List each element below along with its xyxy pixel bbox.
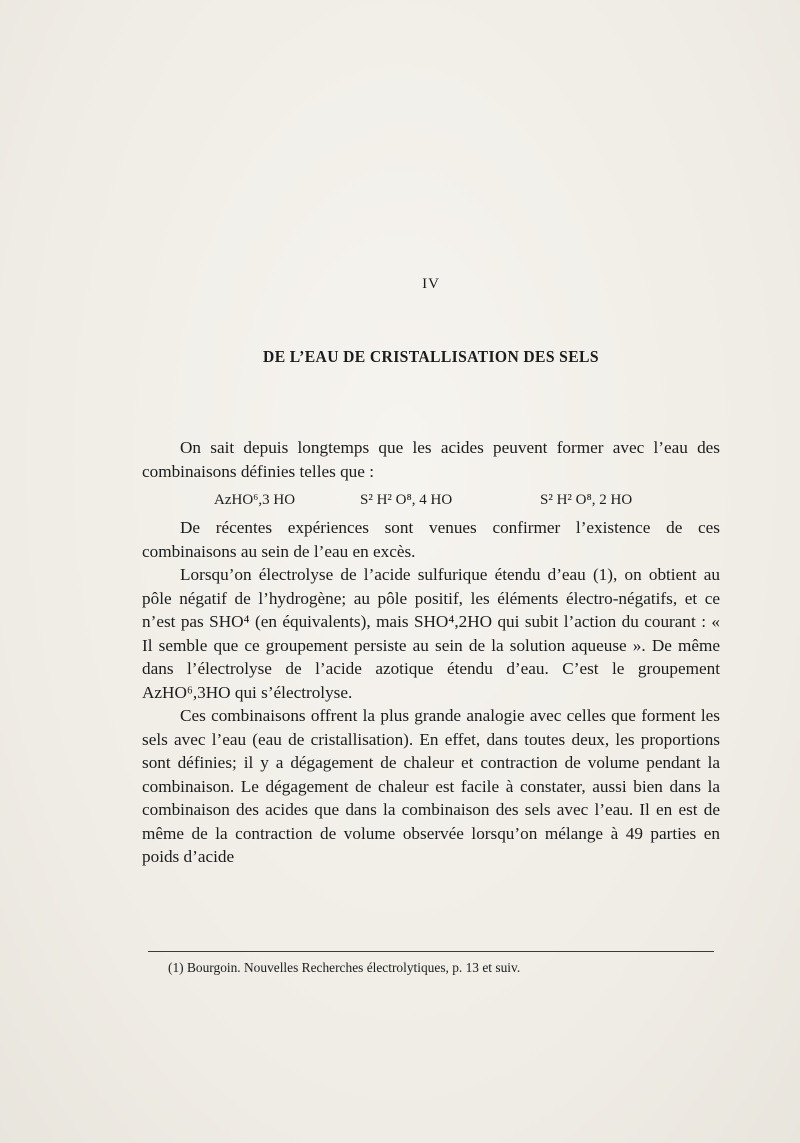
paragraph-1: On sait depuis longtemps que les acides peuvent former avec l’eau des combinaisons définies telles que : <box>142 438 720 481</box>
formula-row <box>142 483 720 516</box>
formula-sulfuric-acid-4ho: S² H² O⁸, 4 HO <box>360 492 453 508</box>
body-text <box>142 436 720 869</box>
paragraph-4: Ces combinaisons offrent la plus grande analogie avec celles que forment les sels avec l’eau (eau de cristallisation). En effet, dans toutes deux, les proportions sont définies; il y a dégagement de chaleur et contraction de volume pendant la combinaison. Le dégagement de chaleur est facile à constater, aussi bien dans la combinaison des acides que dans la combinaison des sels avec l’eau. Il en est de même de la contraction de volume observée lorsqu’on mélange à 49 parties en poids d’acide <box>142 706 720 866</box>
chapter-title: DE L’EAU DE CRISTALLISATION DES SELS <box>263 347 599 366</box>
paragraph-3: Lorsqu’on électrolyse de l’acide sulfurique étendu d’eau (1), on obtient au pôle négatif de l’hydrogène; au pôle positif, les éléments électro-négatifs, et ce n’est pas SHO⁴ (en équivalents), mais SHO⁴,2HO qui subit l’action du courant : « Il semble que ce groupement persiste au sein de la solution aqueuse ». De même dans l’électrolyse de l’acide azotique étendu d’eau. C’est le groupement AzHO⁶,3HO qui s’électrolyse. <box>142 565 720 702</box>
footnote: (1) Bourgoin. Nouvelles Recherches électrolytiques, p. 13 et suiv. <box>168 960 521 975</box>
section-number: IV <box>422 276 440 292</box>
formula-sulfuric-acid-2ho: S² H² O⁸, 2 HO <box>540 492 633 508</box>
formula-azotic-acid-hydrate: AzHO⁶,3 HO <box>214 492 296 508</box>
footnote-divider <box>148 951 714 952</box>
paragraph-2: De récentes expériences sont venues confirmer l’existence de ces combinaisons au sein de l’eau en excès. <box>142 518 720 561</box>
